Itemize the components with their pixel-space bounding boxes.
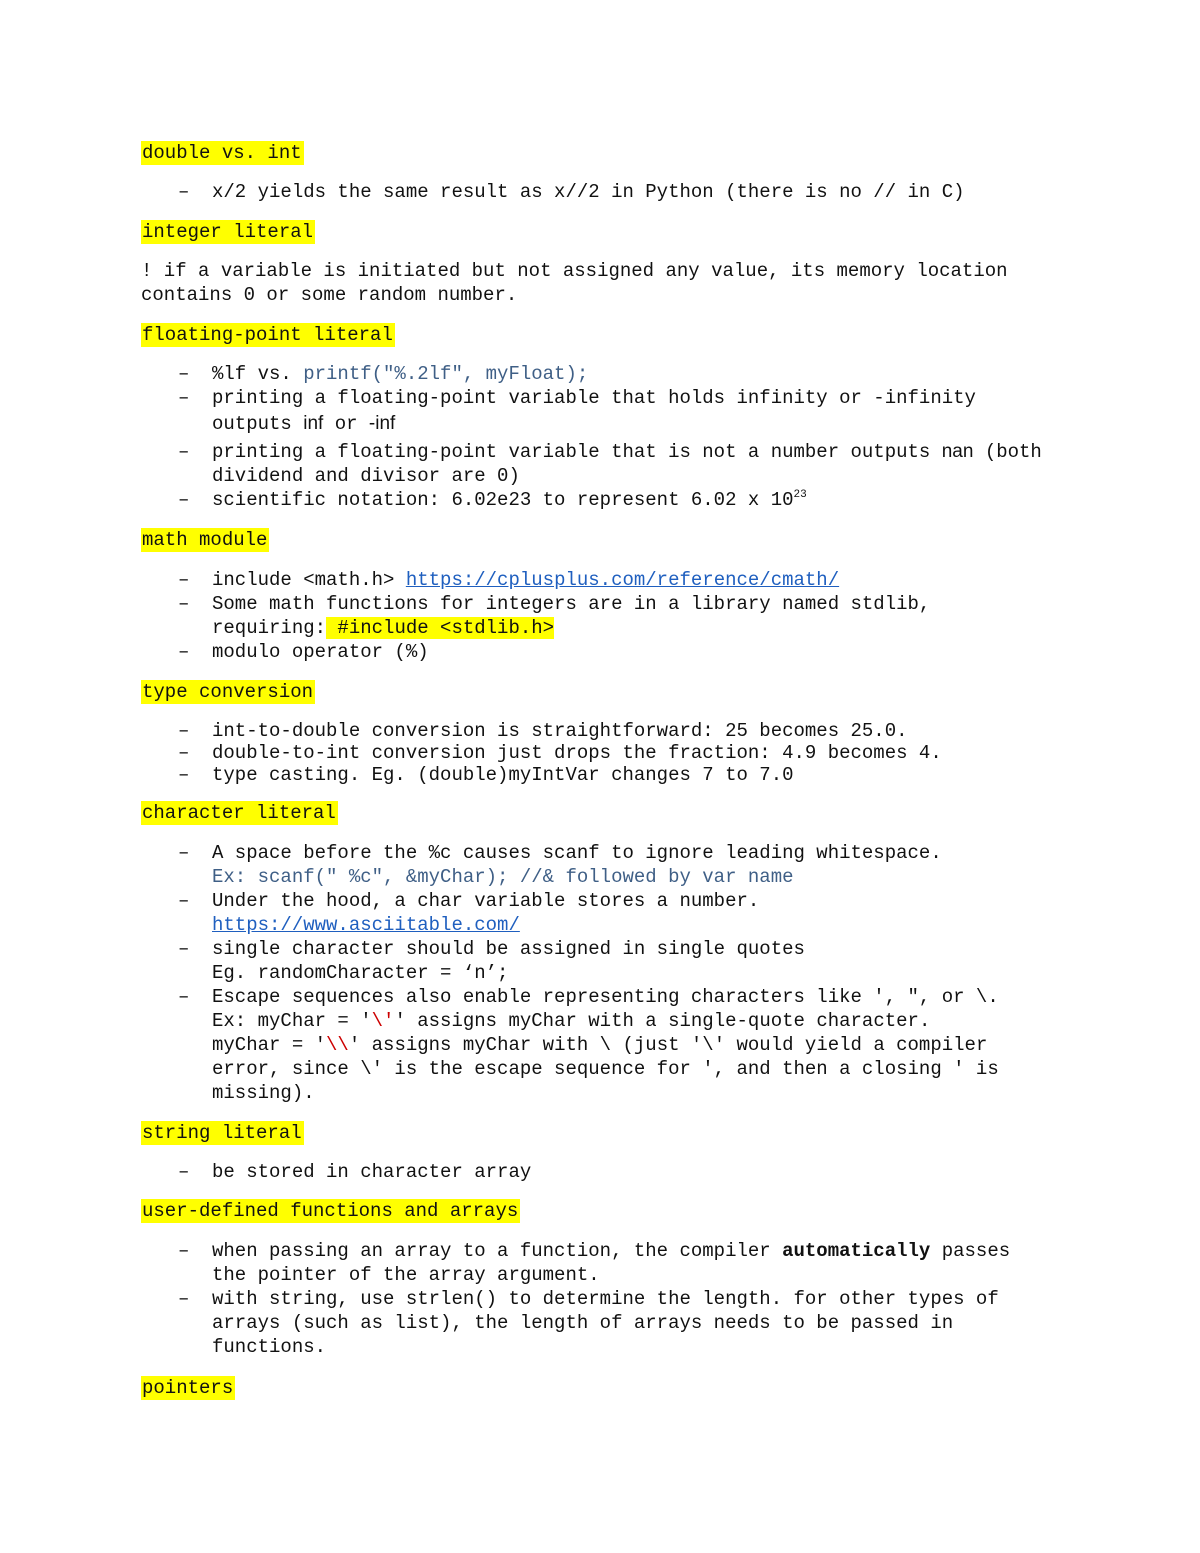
text-segment: requiring:: [212, 617, 327, 639]
text-segment: Ex: myChar = ': [212, 1010, 372, 1032]
text-segment: or: [323, 413, 369, 435]
code-snippet: Ex: scanf(" %c", &myChar); //& followed by var name: [212, 866, 794, 888]
list-item-text: be stored in character array: [212, 1161, 532, 1183]
heading-integer-literal: integer literal: [142, 221, 314, 243]
list-item-text: [212, 913, 520, 937]
bullet-dash: –: [178, 641, 190, 663]
text-segment: scientific notation: 6.02e23 to represent 6.02 x 10: [212, 489, 794, 511]
text-segment: %lf vs.: [212, 363, 304, 385]
list-item-text: modulo operator (%): [212, 641, 429, 663]
bullet-dash: –: [178, 938, 190, 960]
bullet-dash: –: [178, 441, 190, 463]
bullet-dash: –: [178, 742, 190, 764]
bullet-dash: –: [178, 890, 190, 912]
heading-string-literal: string literal: [142, 1122, 302, 1144]
heading-double-vs-int: double vs. int: [142, 142, 302, 164]
list-item-text: error, since \' is the escape sequence for ', and then a closing ' is: [212, 1058, 999, 1080]
list-item-text: [212, 1009, 930, 1033]
list-item-text: [212, 362, 588, 386]
list-item-text: functions.: [212, 1336, 327, 1358]
escape-sequence: \\: [326, 1034, 349, 1056]
bullet-dash: –: [178, 387, 190, 409]
bullet-dash: –: [178, 593, 190, 615]
list-item-text: missing).: [212, 1082, 315, 1104]
text-segment: passes: [930, 1240, 1011, 1262]
heading-user-defined-functions: user-defined functions and arrays: [142, 1200, 519, 1222]
list-item-text: with string, use strlen() to determine the length. for other types of: [212, 1288, 999, 1310]
bullet-dash: –: [178, 1288, 190, 1310]
heading-type-conversion: type conversion: [142, 681, 314, 703]
list-item-text: [212, 412, 395, 436]
list-item-text: [212, 440, 1042, 464]
text-segment: when passing an array to a function, the compiler: [212, 1240, 783, 1262]
heading-math-module: math module: [142, 529, 268, 551]
text-segment: -inf: [368, 413, 396, 434]
bullet-dash: –: [178, 363, 190, 385]
paragraph-line: contains 0 or some random number.: [141, 284, 518, 306]
list-item-text: dividend and divisor are 0): [212, 465, 520, 487]
list-item-text: Eg. randomCharacter = ‘n’;: [212, 962, 509, 984]
list-item-text: type casting. Eg. (double)myIntVar changes 7 to 7.0: [212, 764, 794, 786]
text-segment: nan: [941, 441, 974, 462]
list-item-text: [212, 488, 807, 512]
bullet-dash: –: [178, 842, 190, 864]
escape-sequence: \': [371, 1010, 395, 1032]
list-item-text: [212, 1239, 1010, 1263]
list-item-text: [212, 568, 839, 592]
bullet-dash: –: [178, 986, 190, 1008]
text-segment: outputs: [212, 413, 304, 435]
paragraph-line: ! if a variable is initiated but not assigned any value, its memory location: [141, 260, 1008, 282]
list-item-text: single character should be assigned in single quotes: [212, 938, 805, 960]
text-segment: printing a floating-point variable that is not a number outputs: [212, 441, 942, 463]
list-item-text: Some math functions for integers are in a library named stdlib,: [212, 593, 931, 615]
code-snippet: printf("%.2lf", myFloat);: [303, 363, 589, 385]
text-segment: myChar = ': [212, 1034, 327, 1056]
list-item-text: x/2 yields the same result as x//2 in Python (there is no // in C): [212, 181, 965, 203]
list-item-text: Under the hood, a char variable stores a number.: [212, 890, 760, 912]
text-segment: ' assigns myChar with \ (just '\' would yield a compiler: [348, 1034, 988, 1056]
list-item-text: A space before the %c causes scanf to ignore leading whitespace.: [212, 842, 942, 864]
list-item-text: [212, 1033, 987, 1057]
list-item-text: arrays (such as list), the length of arrays needs to be passed in: [212, 1312, 954, 1334]
cplusplus-link[interactable]: https://cplusplus.com/reference/cmath/: [405, 569, 840, 591]
heading-pointers: pointers: [142, 1377, 234, 1399]
text-segment: inf: [303, 413, 324, 434]
list-item-text: printing a floating-point variable that holds infinity or -infinity: [212, 387, 976, 409]
heading-floating-point-literal: floating-point literal: [142, 324, 393, 346]
list-item-text: int-to-double conversion is straightforward: 25 becomes 25.0.: [212, 720, 908, 742]
bold-text: automatically: [782, 1240, 931, 1262]
bullet-dash: –: [178, 1240, 190, 1262]
list-item-text: Escape sequences also enable representing characters like ', ", or \.: [212, 986, 999, 1008]
highlighted-text: #include <stdlib.h>: [326, 617, 555, 639]
text-segment: ' assigns myChar with a single-quote character.: [394, 1010, 931, 1032]
bullet-dash: –: [178, 764, 190, 786]
bullet-dash: –: [178, 1161, 190, 1183]
bullet-dash: –: [178, 489, 190, 511]
text-segment: include <math.h>: [212, 569, 406, 591]
bullet-dash: –: [178, 720, 190, 742]
list-item-text: the pointer of the array argument.: [212, 1264, 600, 1286]
heading-character-literal: character literal: [142, 802, 336, 824]
list-item-text: double-to-int conversion just drops the fraction: 4.9 becomes 4.: [212, 742, 942, 764]
text-segment: (both: [973, 441, 1042, 463]
superscript: 23: [793, 489, 807, 501]
asciitable-link[interactable]: https://www.asciitable.com/: [212, 914, 520, 936]
list-item-text: [212, 616, 554, 640]
bullet-dash: –: [178, 569, 190, 591]
bullet-dash: –: [178, 181, 190, 203]
